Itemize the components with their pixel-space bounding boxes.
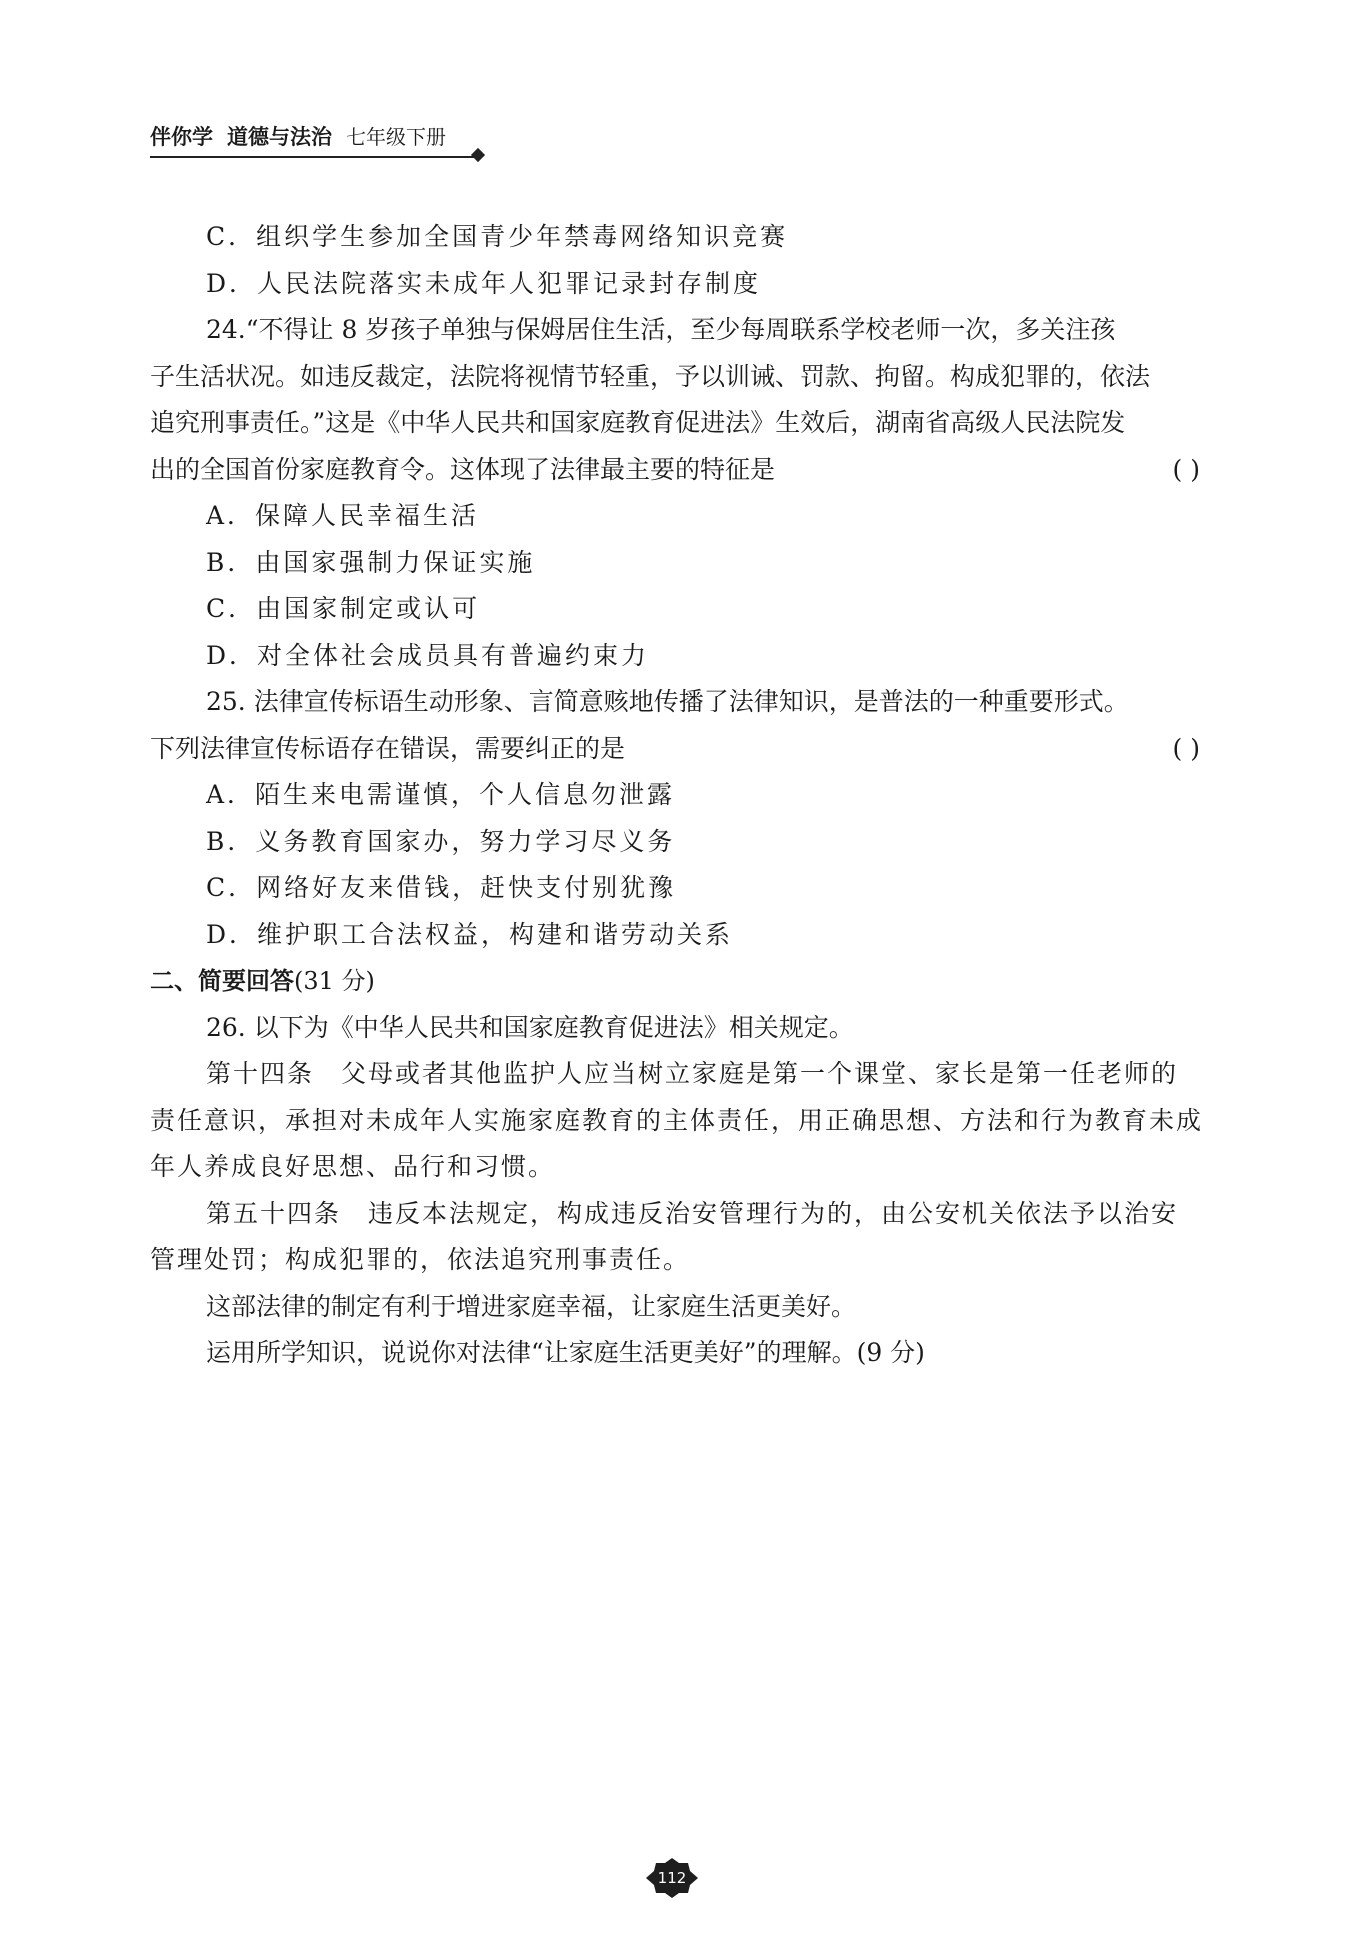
q24-stem-line3: 追究刑事责任。”这是《中华人民共和国家庭教育促进法》生效后，湖南省高级人民法院发 (150, 408, 1126, 437)
running-header (150, 122, 446, 152)
q26-article14-line2: 责任意识，承担对未成年人实施家庭教育的主体责任，用正确思想、方法和行为教育未成 (150, 1105, 1204, 1135)
page-content (150, 214, 1204, 1377)
section-heading (150, 958, 1200, 1005)
section-points: (31 分) (294, 967, 375, 995)
q24-option-c: C．由国家制定或认可 (206, 594, 481, 623)
q26-summary: 这部法律的制定有利于增进家庭幸福，让家庭生活更美好。 (206, 1291, 857, 1321)
q24-option-a: A．保障人民幸福生活 (206, 501, 480, 530)
q23-option-d: D．人民法院落实未成年人犯罪记录封存制度 (206, 268, 762, 298)
q24-stem-line1: 24.“不得让 8 岁孩子单独与保姆居住生活，至少每周联系学校老师一次，多关注孩 (206, 315, 1116, 344)
q26-article54-line1: 第五十四条 违反本法规定，构成违反治安管理行为的，由公安机关依法予以治安 (206, 1198, 1179, 1228)
page-number-badge (646, 1858, 698, 1898)
series-brand: 伴你学 (150, 125, 213, 149)
q25-stem-line1: 25. 法律宣传标语生动形象、言简意赅地传播了法律知识，是普法的一种重要形式。 (206, 687, 1129, 716)
subject-title: 道德与法治 (227, 125, 332, 149)
q24-stem-line4 (150, 447, 1200, 494)
q26-intro: 26. 以下为《中华人民共和国家庭教育促进法》相关规定。 (206, 1012, 854, 1042)
q26-article54-line2: 管理处罚；构成犯罪的，依法追究刑事责任。 (150, 1245, 691, 1274)
q24-stem-text: 出的全国首份家庭教育令。这体现了法律最主要的特征是 (150, 454, 776, 484)
q25-option-a: A．陌生来电需谨慎，个人信息勿泄露 (206, 780, 676, 809)
q24-option-d: D．对全体社会成员具有普遍约束力 (206, 640, 650, 670)
q25-answer-blank: ( ) (1172, 733, 1200, 763)
q25-stem-text: 下列法律宣传标语存在错误，需要纠正的是 (150, 733, 626, 763)
q24-option-b: B．由国家强制力保证实施 (206, 547, 536, 577)
header-diamond-icon (471, 148, 485, 162)
q26-article14-line3: 年人养成良好思想、品行和习惯。 (150, 1152, 556, 1181)
q26-article14-line1: 第十四条 父母或者其他监护人应当树立家庭是第一个课堂、家长是第一任老师的 (206, 1059, 1179, 1088)
q25-option-d: D．维护职工合法权益，构建和谐劳动关系 (206, 919, 734, 949)
q25-stem-line2 (150, 726, 1200, 773)
header-rule (150, 156, 475, 158)
q25-option-b: B．义务教育国家办，努力学习尽义务 (206, 826, 676, 856)
q24-answer-blank: ( ) (1172, 454, 1200, 484)
q23-option-c: C．组织学生参加全国青少年禁毒网络知识竞赛 (206, 222, 789, 251)
q25-option-c: C．网络好友来借钱，赶快支付别犹豫 (206, 873, 677, 902)
q26-question: 运用所学知识，说说你对法律“让家庭生活更美好”的理解。(9 分) (206, 1338, 925, 1367)
q24-stem-line2: 子生活状况。如违反裁定，法院将视情节轻重，予以训诫、罚款、拘留。构成犯罪的，依法 (150, 361, 1151, 391)
section-title: 二、简要回答 (150, 967, 294, 995)
page-number: 112 (657, 1869, 687, 1887)
grade-label: 七年级下册 (346, 125, 446, 149)
